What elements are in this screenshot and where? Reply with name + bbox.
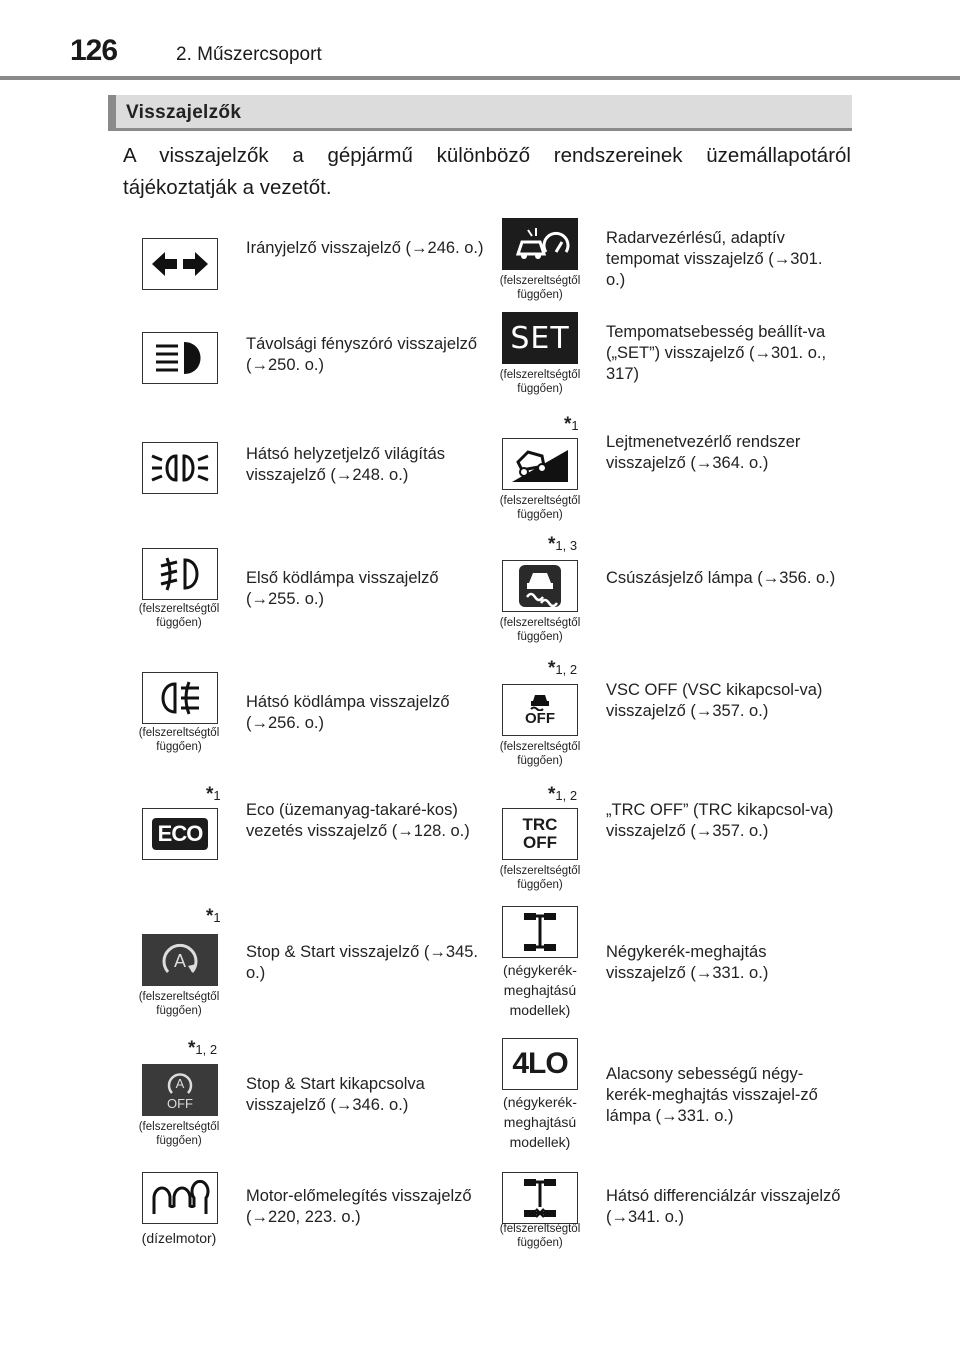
- high-beam-desc: Távolsági fényszóró visszajelző (→250. o.): [246, 335, 478, 374]
- trc-label: TRC: [522, 815, 558, 834]
- footnote-mark: *1, 2: [548, 784, 578, 805]
- intro-paragraph: A visszajelzők a gépjármű különböző rendszereinek üzemállapotáról tájékoztatják a vezetőt.: [123, 144, 851, 199]
- slip-indicator-desc: Csúszásjelző lámpa (→356. o.): [606, 569, 836, 587]
- stop-start-note: (felszereltségtől függően): [138, 991, 220, 1017]
- trc-off-note: (felszereltségtől függően): [499, 865, 581, 891]
- four-lo-label: 4LO: [512, 1047, 568, 1080]
- four-wd-icon: [502, 906, 578, 958]
- footnote-mark: *1, 2: [548, 658, 578, 679]
- rear-diff-lock-note: (felszereltségtől függően): [499, 1223, 581, 1249]
- footnote-mark: *1: [206, 784, 221, 805]
- four-lo-icon: [502, 1038, 578, 1090]
- radar-cruise-icon: [502, 218, 578, 270]
- vsc-off-graphic: [525, 693, 555, 727]
- stop-start-off-graphic: [165, 1069, 195, 1111]
- vsc-off-note: (felszereltségtől függően): [499, 741, 581, 767]
- four-wd-note: (négykerék-meghajtású modellek): [503, 962, 577, 1018]
- stop-start-off-desc: Stop & Start kikapcsolva visszajelző (→346. o.): [246, 1075, 425, 1114]
- trc-off-label: OFF: [522, 833, 557, 852]
- cruise-set-icon: [502, 312, 578, 364]
- chapter-title: 2. Műszercsoport: [176, 44, 322, 65]
- front-fog-icon: [142, 548, 218, 600]
- section-bar: [108, 95, 852, 131]
- stop-start-icon: [142, 934, 218, 986]
- slip-indicator-note: (felszereltségtől függően): [499, 617, 581, 643]
- glow-plug-icon: [142, 1172, 218, 1224]
- eco-icon: [142, 808, 218, 860]
- stop-start-a: A: [173, 951, 187, 971]
- four-wd-desc: Négykerék-meghajtás visszajelző (→331. o.): [606, 943, 769, 982]
- section-title: Visszajelzők: [126, 102, 242, 123]
- page-number: 126: [70, 34, 118, 67]
- trc-off-icon: [502, 808, 578, 860]
- vsc-off-desc: VSC OFF (VSC kikapcsol-va) visszajelző (→357. o.): [606, 681, 823, 720]
- tail-light-desc: Hátsó helyzetjelző világítás visszajelző (→248. o.): [246, 445, 446, 484]
- footnote-mark: *1, 3: [548, 534, 578, 555]
- footnote-mark: *1, 2: [188, 1038, 218, 1059]
- rear-fog-icon: [142, 672, 218, 724]
- tail-light-icon: [142, 442, 218, 494]
- trc-off-desc: „TRC OFF” (TRC kikapcsol-va) visszajelző (→357. o.): [606, 801, 834, 840]
- glow-plug-note: (dízelmotor): [141, 1230, 217, 1246]
- rear-diff-lock-icon: [502, 1172, 578, 1224]
- rear-fog-desc: Hátsó ködlámpa visszajelző (→256. o.): [246, 693, 450, 732]
- front-fog-desc: Első ködlámpa visszajelző (→255. o.): [246, 569, 439, 608]
- stop-start-off-note: (felszereltségtől függően): [138, 1121, 220, 1147]
- footnote-mark: *1: [206, 906, 221, 927]
- four-lo-desc: Alacsony sebességű négy-kerék-meghajtás visszajel-ző lámpa (→331. o.): [606, 1065, 818, 1125]
- downhill-assist-note: (felszereltségtől függően): [499, 495, 581, 521]
- turn-signal-desc: Irányjelző visszajelző (→246. o.): [246, 239, 484, 257]
- set-label: SET: [510, 320, 570, 356]
- vsc-off-icon: [502, 684, 578, 736]
- header-rule: [0, 76, 960, 80]
- stop-start-off-a: A: [175, 1076, 185, 1091]
- radar-cruise-desc: Radarvezérlésű, adaptív tempomat visszajelző (→301. o.): [606, 229, 823, 289]
- page-header: [0, 0, 960, 80]
- eco-label: ECO: [152, 818, 209, 850]
- downhill-assist-desc: Lejtmenetvezérlő rendszer visszajelző (→364. o.): [606, 433, 801, 472]
- cruise-set-desc: Tempomatsebesség beállít-va („SET”) visszajelző (→301. o., 317): [606, 323, 827, 383]
- high-beam-icon: [142, 332, 218, 384]
- trc-off-graphic: [523, 816, 558, 852]
- stop-start-desc: Stop & Start visszajelző (→345. o.): [246, 943, 479, 982]
- rear-fog-note: (felszereltségtől függően): [138, 727, 220, 753]
- turn-signal-icon: [142, 238, 218, 290]
- cruise-set-note: (felszereltségtől függően): [499, 369, 581, 395]
- downhill-assist-icon: [502, 438, 578, 490]
- four-lo-note: (négykerék-meghajtású modellek): [503, 1094, 577, 1150]
- vsc-off-label: OFF: [525, 710, 555, 727]
- stop-start-off-icon: [142, 1064, 218, 1116]
- stop-start-off-label: OFF: [167, 1096, 193, 1111]
- footnote-mark: *1: [564, 414, 579, 435]
- glow-plug-desc: Motor-előmelegítés visszajelző (→220, 223. o.): [246, 1187, 472, 1226]
- rear-diff-lock-desc: Hátsó differenciálzár visszajelző (→341. o.): [606, 1187, 841, 1226]
- radar-cruise-note: (felszereltségtől függően): [499, 275, 581, 301]
- slip-indicator-icon: [502, 560, 578, 612]
- eco-desc: Eco (üzemanyag-takaré-kos) vezetés visszajelző (→128. o.): [246, 801, 470, 840]
- front-fog-note: (felszereltségtől függően): [138, 603, 220, 629]
